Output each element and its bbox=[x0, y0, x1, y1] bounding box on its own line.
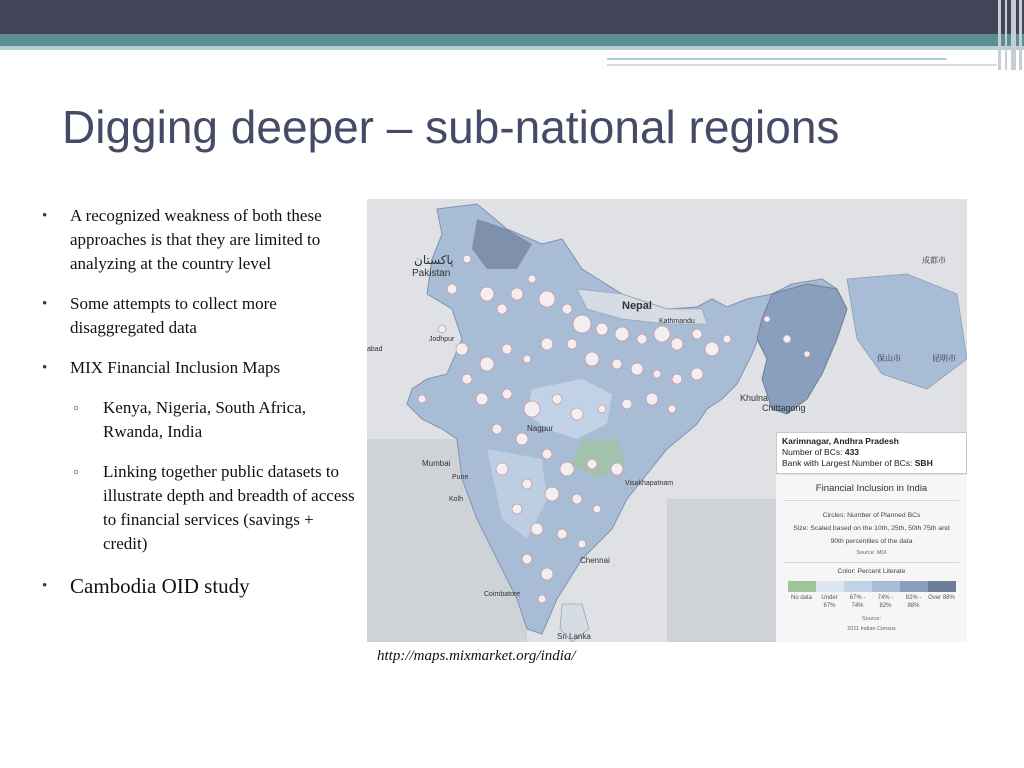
header-right-stripes bbox=[996, 0, 1024, 70]
legend-bin-label: Over 88% bbox=[928, 595, 955, 601]
map-label-kolhapur: Kolh bbox=[449, 496, 464, 503]
header-teal-bar bbox=[0, 34, 1024, 46]
map-label-coimbatore: Coimbatore bbox=[484, 591, 521, 598]
map-label-abad: abad bbox=[367, 346, 383, 353]
map-label-baoshan: 保山市 bbox=[877, 354, 901, 363]
legend-swatch-labels bbox=[776, 594, 967, 610]
map-legend bbox=[776, 475, 967, 642]
legend-bin-label: No data bbox=[790, 595, 812, 601]
header-accent-line-2 bbox=[607, 64, 997, 66]
legend-divider bbox=[784, 500, 959, 501]
legend-bin-label: 67% - 74% bbox=[849, 595, 866, 609]
legend-swatch-74-82 bbox=[872, 581, 900, 592]
legend-swatch-67-74 bbox=[844, 581, 872, 592]
bullet-item: • Cambodia OID study bbox=[40, 572, 360, 600]
tooltip-bcs-value: 433 bbox=[844, 447, 860, 457]
tooltip-bank-label: Bank with Largest Number of BCs: bbox=[782, 458, 913, 468]
header-dark-bar bbox=[0, 0, 1024, 34]
tooltip-place: Karimnagar, Andhra Pradesh bbox=[782, 436, 899, 446]
legend-source-mix: Source: MIX bbox=[856, 550, 887, 556]
map-label-chennai: Chennai bbox=[580, 556, 610, 565]
map-label-nepal: Nepal bbox=[622, 300, 652, 312]
legend-size-note: Size: Scaled based on the 10th, 25th, 50th 75th and 90th percentiles of the data bbox=[793, 525, 950, 545]
header-accent-line bbox=[607, 58, 947, 60]
bullet-list bbox=[40, 204, 360, 616]
map-label-pakistan: Pakistan bbox=[412, 268, 451, 279]
sub-bullet-item: ▫ Linking together public datasets to illustrate depth and breadth of access to financial services (savings + credit) bbox=[40, 460, 360, 556]
map-label-jodhpur: Jodhpur bbox=[429, 336, 455, 343]
legend-bin-label: 82% - 88% bbox=[905, 595, 922, 609]
tooltip-bank-row bbox=[782, 458, 961, 469]
map-label-kathmandu: Kathmandu bbox=[659, 318, 695, 325]
legend-title: Financial Inclusion in India bbox=[815, 483, 928, 494]
map-label-pune: Pune bbox=[452, 474, 469, 481]
legend-source-label: Source: bbox=[862, 616, 881, 622]
sub-bullet-item: ▫ Kenya, Nigeria, South Africa, Rwanda, India bbox=[40, 396, 360, 444]
legend-divider bbox=[784, 562, 959, 563]
map-label-khulna: Khulna bbox=[740, 393, 769, 403]
legend-swatch-82-88 bbox=[900, 581, 928, 592]
tooltip-bcs-row bbox=[782, 447, 961, 458]
map-label-sri-lanka: Sri Lanka bbox=[557, 632, 591, 641]
header-light-bar bbox=[0, 46, 1024, 50]
bullet-item: • Some attempts to collect more disaggregated data bbox=[40, 292, 360, 340]
legend-swatch-over-88 bbox=[928, 581, 956, 592]
legend-swatch-under-67 bbox=[816, 581, 844, 592]
legend-swatches bbox=[776, 581, 967, 592]
legend-bin-label: 74% - 82% bbox=[877, 595, 894, 609]
legend-source-census: 2011 Indian Census bbox=[847, 626, 896, 632]
map-label-chittagong: Chittagong bbox=[762, 403, 806, 413]
map-label-kunming: 昆明市 bbox=[932, 354, 956, 363]
map-label-mumbai: Mumbai bbox=[422, 459, 451, 468]
legend-color-label: Color: Percent Literate bbox=[837, 568, 906, 575]
map-label-visakhapatnam: Visakhapatnam bbox=[625, 480, 674, 487]
region-tooltip bbox=[776, 432, 967, 474]
legend-circles-label: Circles: Number of Planned BCs bbox=[822, 512, 921, 519]
bullet-item: • MIX Financial Inclusion Maps bbox=[40, 356, 360, 380]
bullet-item: • A recognized weakness of both these approaches is that they are limited to analyzing at the country level bbox=[40, 204, 360, 276]
legend-swatch-no-data bbox=[788, 581, 816, 592]
legend-bin-label: Under 67% bbox=[821, 595, 838, 609]
map-label-pakistan-urdu: پاکستان bbox=[414, 253, 454, 267]
tooltip-bcs-label: Number of BCs: bbox=[782, 447, 843, 457]
map-label-nagpur: Nagpur bbox=[527, 424, 554, 433]
tooltip-bank-value: SBH bbox=[914, 458, 933, 468]
map-source-link[interactable]: http://maps.mixmarket.org/india/ bbox=[377, 648, 576, 664]
slide-title: Digging deeper – sub-national regions bbox=[62, 101, 840, 153]
map-label-chengdu: 成都市 bbox=[922, 256, 946, 265]
